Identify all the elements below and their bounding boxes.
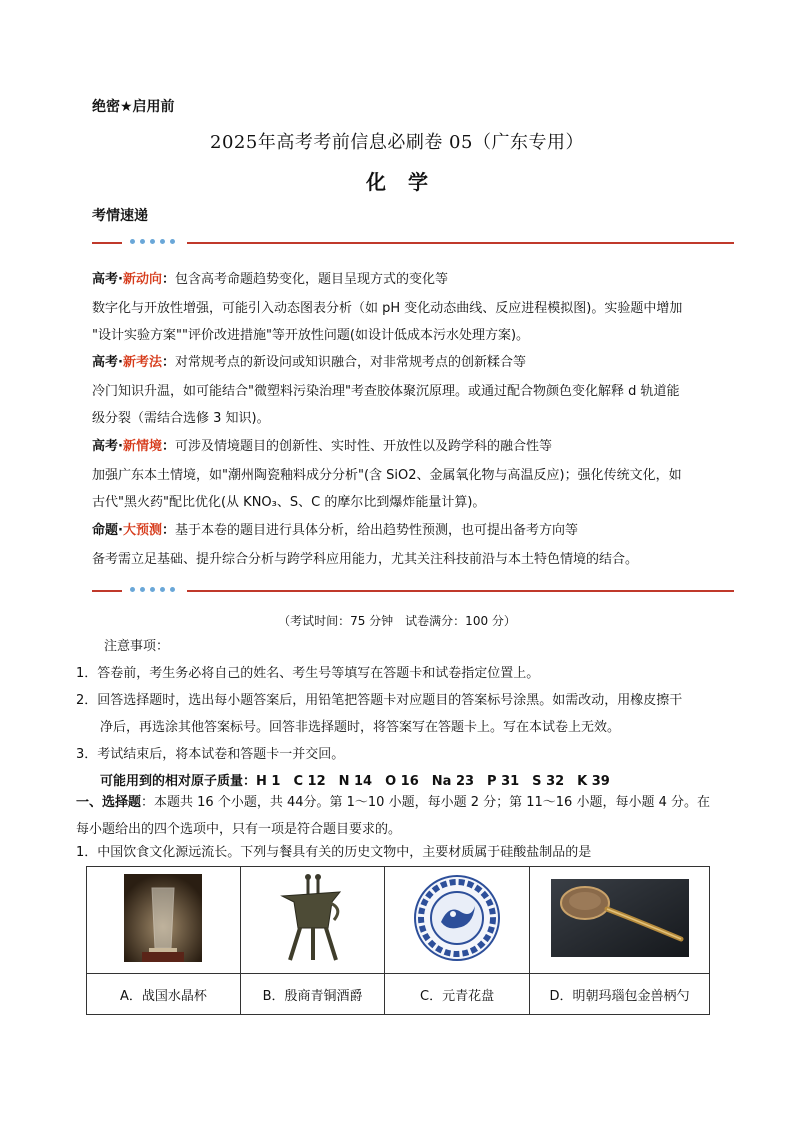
trend-summary: 基于本卷的题目进行具体分析，给出趋势性预测，也可提出备考方向等	[174, 523, 578, 538]
note-item: 3．考试结束后，将本试卷和答题卡一并交回。	[76, 747, 345, 762]
trend-summary: 包含高考命题趋势变化，题目呈现方式的变化等	[174, 272, 448, 287]
option-b-label[interactable]: B．殷商青铜酒爵	[240, 974, 384, 1015]
trend-detail: 加强广东本土情境，如"潮州陶瓷釉料成分分析"(含 SiO2、金属氧化物与高温反应)；强化传统文化，如	[92, 468, 682, 483]
divider-bottom	[92, 587, 734, 595]
blue-white-plate-icon	[413, 874, 501, 962]
option-d-image-cell[interactable]	[530, 867, 710, 974]
trend-detail: 级分裂（需结合选修 3 知识)。	[92, 411, 270, 426]
subject-title: 化学	[366, 170, 450, 194]
note-item: 净后，再选涂其他答案标号。回答非选择题时，将答案写在答题卡上。写在本试卷上无效。	[100, 720, 621, 735]
trend-detail: 古代"黑火药"配比优化(从 KNO₃、S、C 的摩尔比到爆炸能量计算)。	[92, 495, 486, 510]
paper-title: 2025年高考考前信息必刷卷 05（广东专用）	[210, 132, 584, 153]
crystal-cup-icon	[124, 874, 202, 962]
trend-new-method: 高考·新考法：对常规考点的新设问或知识融合，对非常规考点的创新糅合等 冷门知识升温，如可能结合"微塑料污染治理"考查胶体聚沉原理。或通过配合物颜色变化解释 d 轨道能 级分裂（需结合选修 3 知识)。	[92, 349, 742, 432]
option-a-image-cell[interactable]	[87, 867, 241, 974]
notes-heading: 注意事项：	[104, 639, 170, 654]
note-item: 1．答卷前，考生务必将自己的姓名、考生号等填写在答题卡和试卷指定位置上。	[76, 666, 540, 681]
option-c-label[interactable]: C．元青花盘	[385, 974, 530, 1015]
trend-prediction: 命题·大预测：基于本卷的题目进行具体分析，给出趋势性预测，也可提出备考方向等 备考需立足基础、提升综合分析与跨学科应用能力，尤其关注科技前沿与本土特色情境的结合。	[92, 517, 742, 573]
trend-summary: 可涉及情境题目的创新性、实时性、开放性以及跨学科的融合性等	[174, 439, 552, 454]
trend-new-direction: 高考·新动向：包含高考命题趋势变化，题目呈现方式的变化等 数字化与开放性增强，可能引入动态图表分析（如 pH 变化动态曲线、反应进程模拟图)。实验题中增加 "设计实验方案""评价改进措施"等开放性问题(如设计低成本污水处理方案)。	[92, 266, 742, 349]
option-a-label[interactable]: A．战国水晶杯	[87, 974, 241, 1015]
part-one-heading: 一、选择题：本题共 16 个小题，共 44分。第 1～10 小题，每小题 2 分；第 11～16 小题，每小题 4 分。在 每小题给出的四个选项中，只有一项是符合题目要求的。	[76, 795, 710, 837]
trend-summary: 对常规考点的新设问或知识融合，对非常规考点的创新糅合等	[174, 355, 526, 370]
trend-detail: 备考需立足基础、提升综合分析与跨学科应用能力，尤其关注科技前沿与本土特色情境的结合。	[92, 552, 639, 567]
exam-time-info: （考试时间：75 分钟 试卷满分：100 分）	[278, 614, 516, 628]
question-1-stem: 1．中国饮食文化源远流长。下列与餐具有关的历史文物中，主要材质属于硅酸盐制品的是	[76, 845, 592, 860]
bronze-jue-icon	[278, 872, 348, 964]
note-item: 2．回答选择题时，选出每小题答案后，用铅笔把答题卡对应题目的答案标号涂黑。如需改动，用橡皮擦干	[76, 693, 683, 708]
trend-detail: 数字化与开放性增强，可能引入动态图表分析（如 pH 变化动态曲线、反应进程模拟图)。实验题中增加	[92, 301, 683, 316]
divider-top	[92, 239, 734, 247]
trend-detail: "设计实验方案""评价改进措施"等开放性问题(如设计低成本污水处理方案)。	[92, 328, 530, 343]
section-title-trends: 考情速递	[92, 208, 148, 224]
agate-spoon-icon	[551, 879, 689, 957]
trend-new-context: 高考·新情境：可涉及情境题目的创新性、实时性、开放性以及跨学科的融合性等 加强广东本土情境，如"潮州陶瓷釉料成分分析"(含 SiO2、金属氧化物与高温反应)；强化传统文化，如 古代"黑火药"配比优化(从 KNO₃、S、C 的摩尔比到爆炸能量计算)。	[92, 433, 742, 516]
atomic-mass-line: 可能用到的相对原子质量：H 1 C 12 N 14 O 16 Na 23 P 31 S 32 K 39	[100, 774, 610, 789]
option-c-image-cell[interactable]	[385, 867, 530, 974]
trend-detail: 冷门知识升温，如可能结合"微塑料污染治理"考查胶体聚沉原理。或通过配合物颜色变化解释 d 轨道能	[92, 384, 680, 399]
option-b-image-cell[interactable]	[240, 867, 384, 974]
question-1-options-table	[86, 866, 710, 1015]
option-d-label[interactable]: D．明朝玛瑙包金兽柄勺	[530, 974, 710, 1015]
notes-block	[76, 633, 742, 795]
confidential-label: 绝密★启用前	[92, 99, 175, 115]
